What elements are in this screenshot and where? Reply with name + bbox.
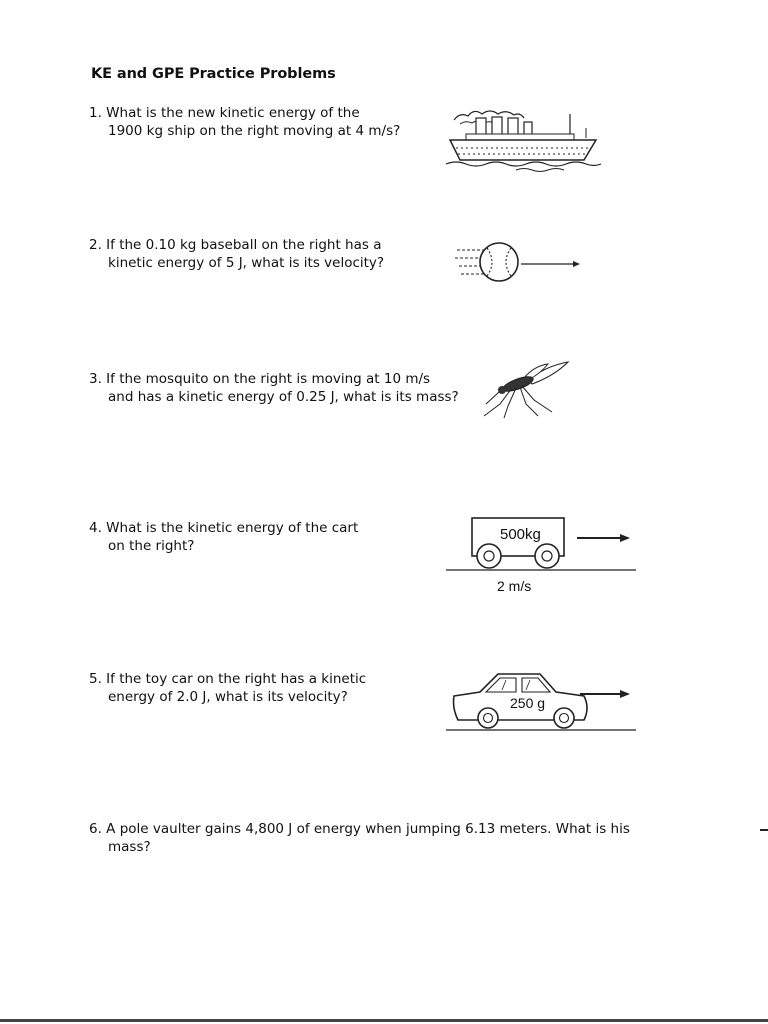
problem-1-line1: 1. What is the new kinetic energy of the [89, 105, 360, 121]
mosquito-illustration [478, 360, 573, 420]
problem-6-line1: 6. A pole vaulter gains 4,800 J of energy when jumping 6.13 meters. What is his [89, 821, 630, 837]
problem-5 [89, 670, 366, 706]
problem-1-line2: 1900 kg ship on the right moving at 4 m/s? [108, 123, 401, 139]
cart-mass-label: 500kg [500, 526, 541, 543]
problem-4 [89, 519, 358, 555]
problem-2 [89, 236, 384, 272]
cart-speed-label: 2 m/s [497, 578, 532, 594]
problem-6 [89, 820, 630, 856]
ship-illustration [446, 104, 601, 176]
problem-4-line2: on the right? [108, 538, 195, 554]
problem-2-line2: kinetic energy of 5 J, what is its velocity? [108, 255, 385, 271]
problem-5-line1: 5. If the toy car on the right has a kinetic [89, 671, 367, 687]
toy-car-mass-label: 250 g [510, 695, 546, 711]
baseball-illustration [455, 236, 585, 288]
problem-5-line2: energy of 2.0 J, what is its velocity? [108, 689, 348, 705]
problem-4-line1: 4. What is the kinetic energy of the cart [89, 520, 359, 536]
bottom-rule [0, 1019, 768, 1022]
page-title: KE and GPE Practice Problems [91, 66, 336, 82]
cart-illustration [444, 514, 639, 596]
problem-3-line1: 3. If the mosquito on the right is moving at 10 m/s [89, 371, 431, 387]
problem-1 [89, 104, 400, 140]
problem-6-line2: mass? [108, 839, 151, 855]
edge-mark [760, 829, 768, 831]
problem-2-line1: 2. If the 0.10 kg baseball on the right has a [89, 237, 382, 253]
problem-3-line2: and has a kinetic energy of 0.25 J, what is its mass? [108, 389, 459, 405]
problem-3 [89, 370, 459, 406]
toy-car-illustration [444, 668, 639, 734]
